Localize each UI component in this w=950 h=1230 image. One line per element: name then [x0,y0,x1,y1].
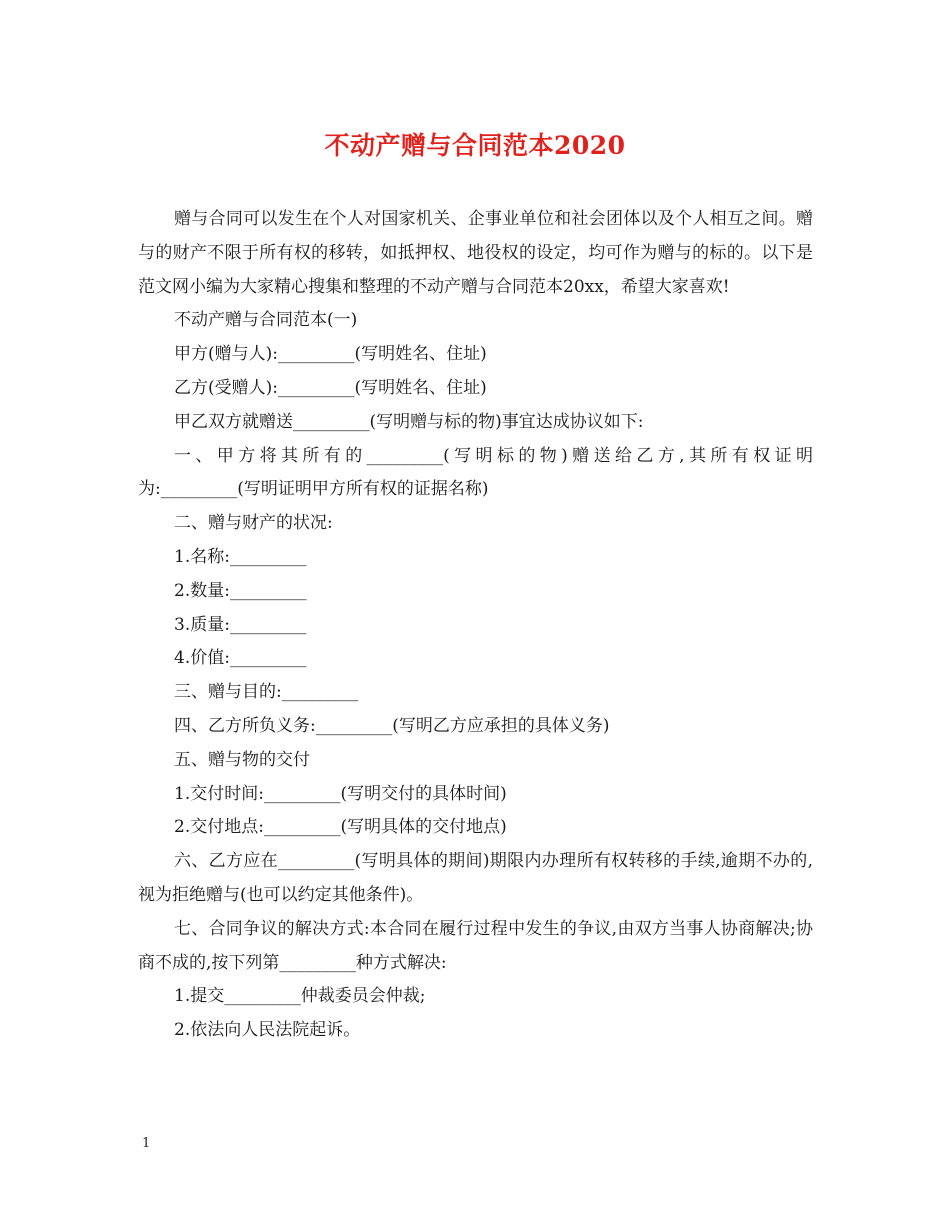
clause-3: 三、赠与目的:_________ [174,682,359,703]
party-a-line: 甲方(赠与人):_________(写明姓名、住址) [174,344,487,365]
clause-6: 六、乙方应在_________(写明具体的期间)期限内办理所有权转移的手续,逾期不办的,视为拒绝赠与(也可以约定其他条件)。 [138,851,813,905]
contract-heading: 不动产赠与合同范本(一) [174,310,358,331]
clause-2-item-3: 3.质量:_________ [174,614,307,635]
document-body [138,203,813,1048]
clause-5-item-2: 2.交付地点:_________(写明具体的交付地点) [174,817,507,838]
document-title: 不动产赠与合同范本2020 [324,131,626,160]
clause-2: 二、赠与财产的状况: [174,513,333,534]
clause-2-item-2: 2.数量:_________ [174,580,307,601]
clause-4: 四、乙方所负义务:_________(写明乙方应承担的具体义务) [174,715,610,736]
agreement-line: 甲乙双方就赠送_________(写明赠与标的物)事宜达成协议如下: [174,411,644,432]
clause-5: 五、赠与物的交付 [174,749,310,770]
clause-1: 一、甲方将其所有的_________(写明标的物)赠送给乙方,其所有权证明为:_________(写明证明甲方所有权的证据名称) [138,445,813,500]
clause-7-item-2: 2.依法向人民法院起诉。 [174,1020,361,1041]
clause-2-item-4: 4.价值:_________ [174,648,307,669]
intro-paragraph: 赠与合同可以发生在个人对国家机关、企事业单位和社会团体以及个人相互之间。赠与的财产不限于所有权的移转，如抵押权、地役权的设定，均可作为赠与的标的。以下是范文网小编为大家精心搜集和整理的不动产赠与合同范本20xx，希望大家喜欢! [138,209,813,297]
clause-2-item-1: 1.名称:_________ [174,546,307,567]
clause-5-item-1: 1.交付时间:_________(写明交付的具体时间) [174,783,507,804]
clause-7-item-1: 1.提交_________仲裁委员会仲裁; [174,986,426,1007]
party-b-line: 乙方(受赠人):_________(写明姓名、住址) [174,377,487,398]
page-number: 1 [142,1136,151,1151]
clause-7: 七、合同争议的解决方式:本合同在履行过程中发生的争议,由双方当事人协商解决;协商不成的,按下列第_________种方式解决: [138,918,813,973]
